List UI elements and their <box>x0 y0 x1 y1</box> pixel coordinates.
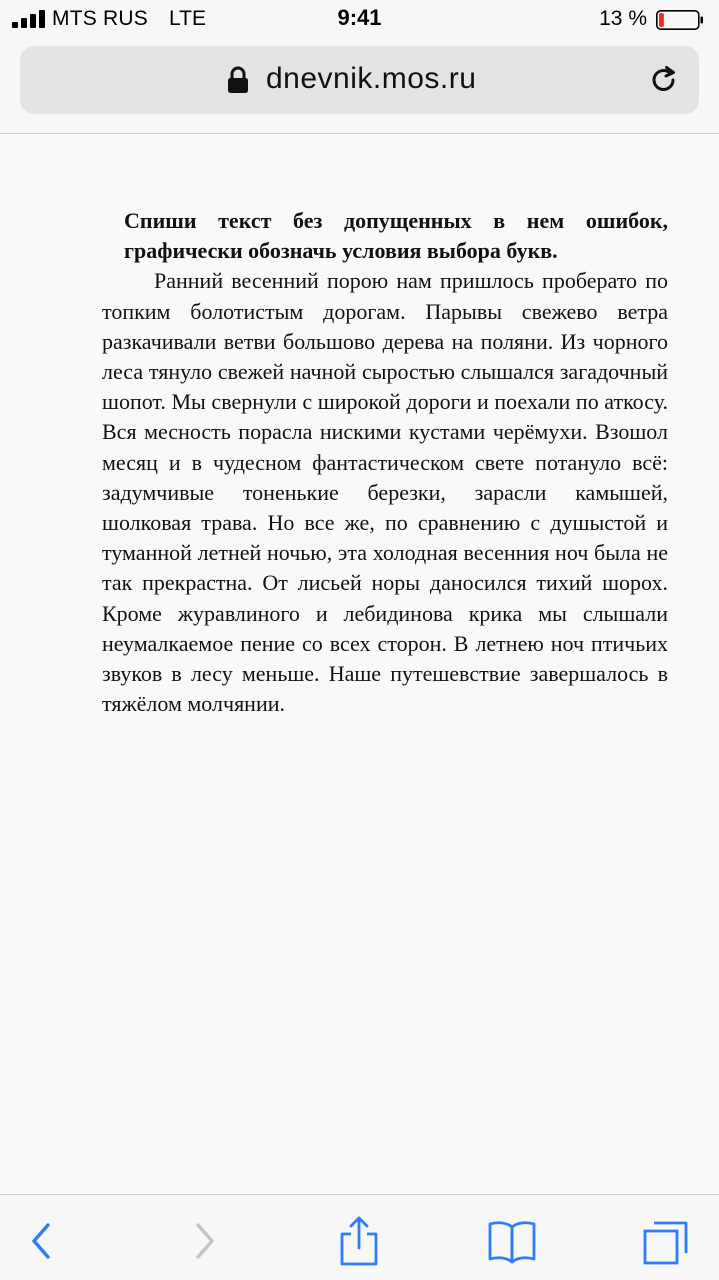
battery-level <box>659 13 664 27</box>
back-button[interactable] <box>16 1215 68 1267</box>
task-title: Спиши текст без допущенных в нем ошибок, графически обозначь условия выбора букв. <box>124 208 668 264</box>
task-text: Ранний весенний порою нам пришлось проберато по топким болотистым дорогам. Парывы свежево ветра разкачивали ветви большово дерева на поляни. Из чорного леса тянуло свежей начной сыростью слышался загадочный шопот. Мы свернули с широкой дороги и поехали по аткосу. Вся месность порасла нискими кустами черёмухи. Взошол месяц и в чудесном фантастическом свете потануло всё: задумчивые тоненькие березки, зарасли камышей, шолковая трава. Но все же, по сравнению с душыстой и туманной летней ночью, эта холодная весенния ноч была не так прекрастна. От лисьей норы даносился тихий шорох. Кроме журавлиного и лебидинова крика мы слышали неумалкаемое пение со всех сторон. В летнею ноч птичьих звуков в лесу меньше. Наше путешевствие завершалось в тяжёлом молчянии. <box>102 268 668 717</box>
status-bar <box>0 0 719 42</box>
clock: 9:41 <box>337 5 382 30</box>
share-button[interactable] <box>333 1215 385 1267</box>
tabs-icon <box>640 1215 692 1267</box>
book-icon <box>486 1215 538 1267</box>
carrier-name: MTS RUS <box>52 7 148 30</box>
share-icon <box>333 1215 385 1267</box>
chevron-right-icon <box>178 1215 230 1267</box>
bookmarks-button[interactable] <box>486 1215 538 1267</box>
chevron-left-icon <box>16 1215 68 1267</box>
network-type: LTE <box>169 7 206 30</box>
reload-icon[interactable] <box>648 64 680 96</box>
url-text[interactable]: dnevnik.mos.ru <box>266 62 477 95</box>
battery-percent: 13 % <box>599 7 647 30</box>
tabs-button[interactable] <box>640 1215 692 1267</box>
document-page[interactable] <box>0 134 719 1194</box>
forward-button[interactable] <box>178 1215 230 1267</box>
lock-icon <box>227 66 249 94</box>
bottom-toolbar <box>0 1195 719 1280</box>
address-bar[interactable] <box>20 46 699 114</box>
document-content <box>102 206 668 719</box>
battery-icon <box>656 10 704 30</box>
